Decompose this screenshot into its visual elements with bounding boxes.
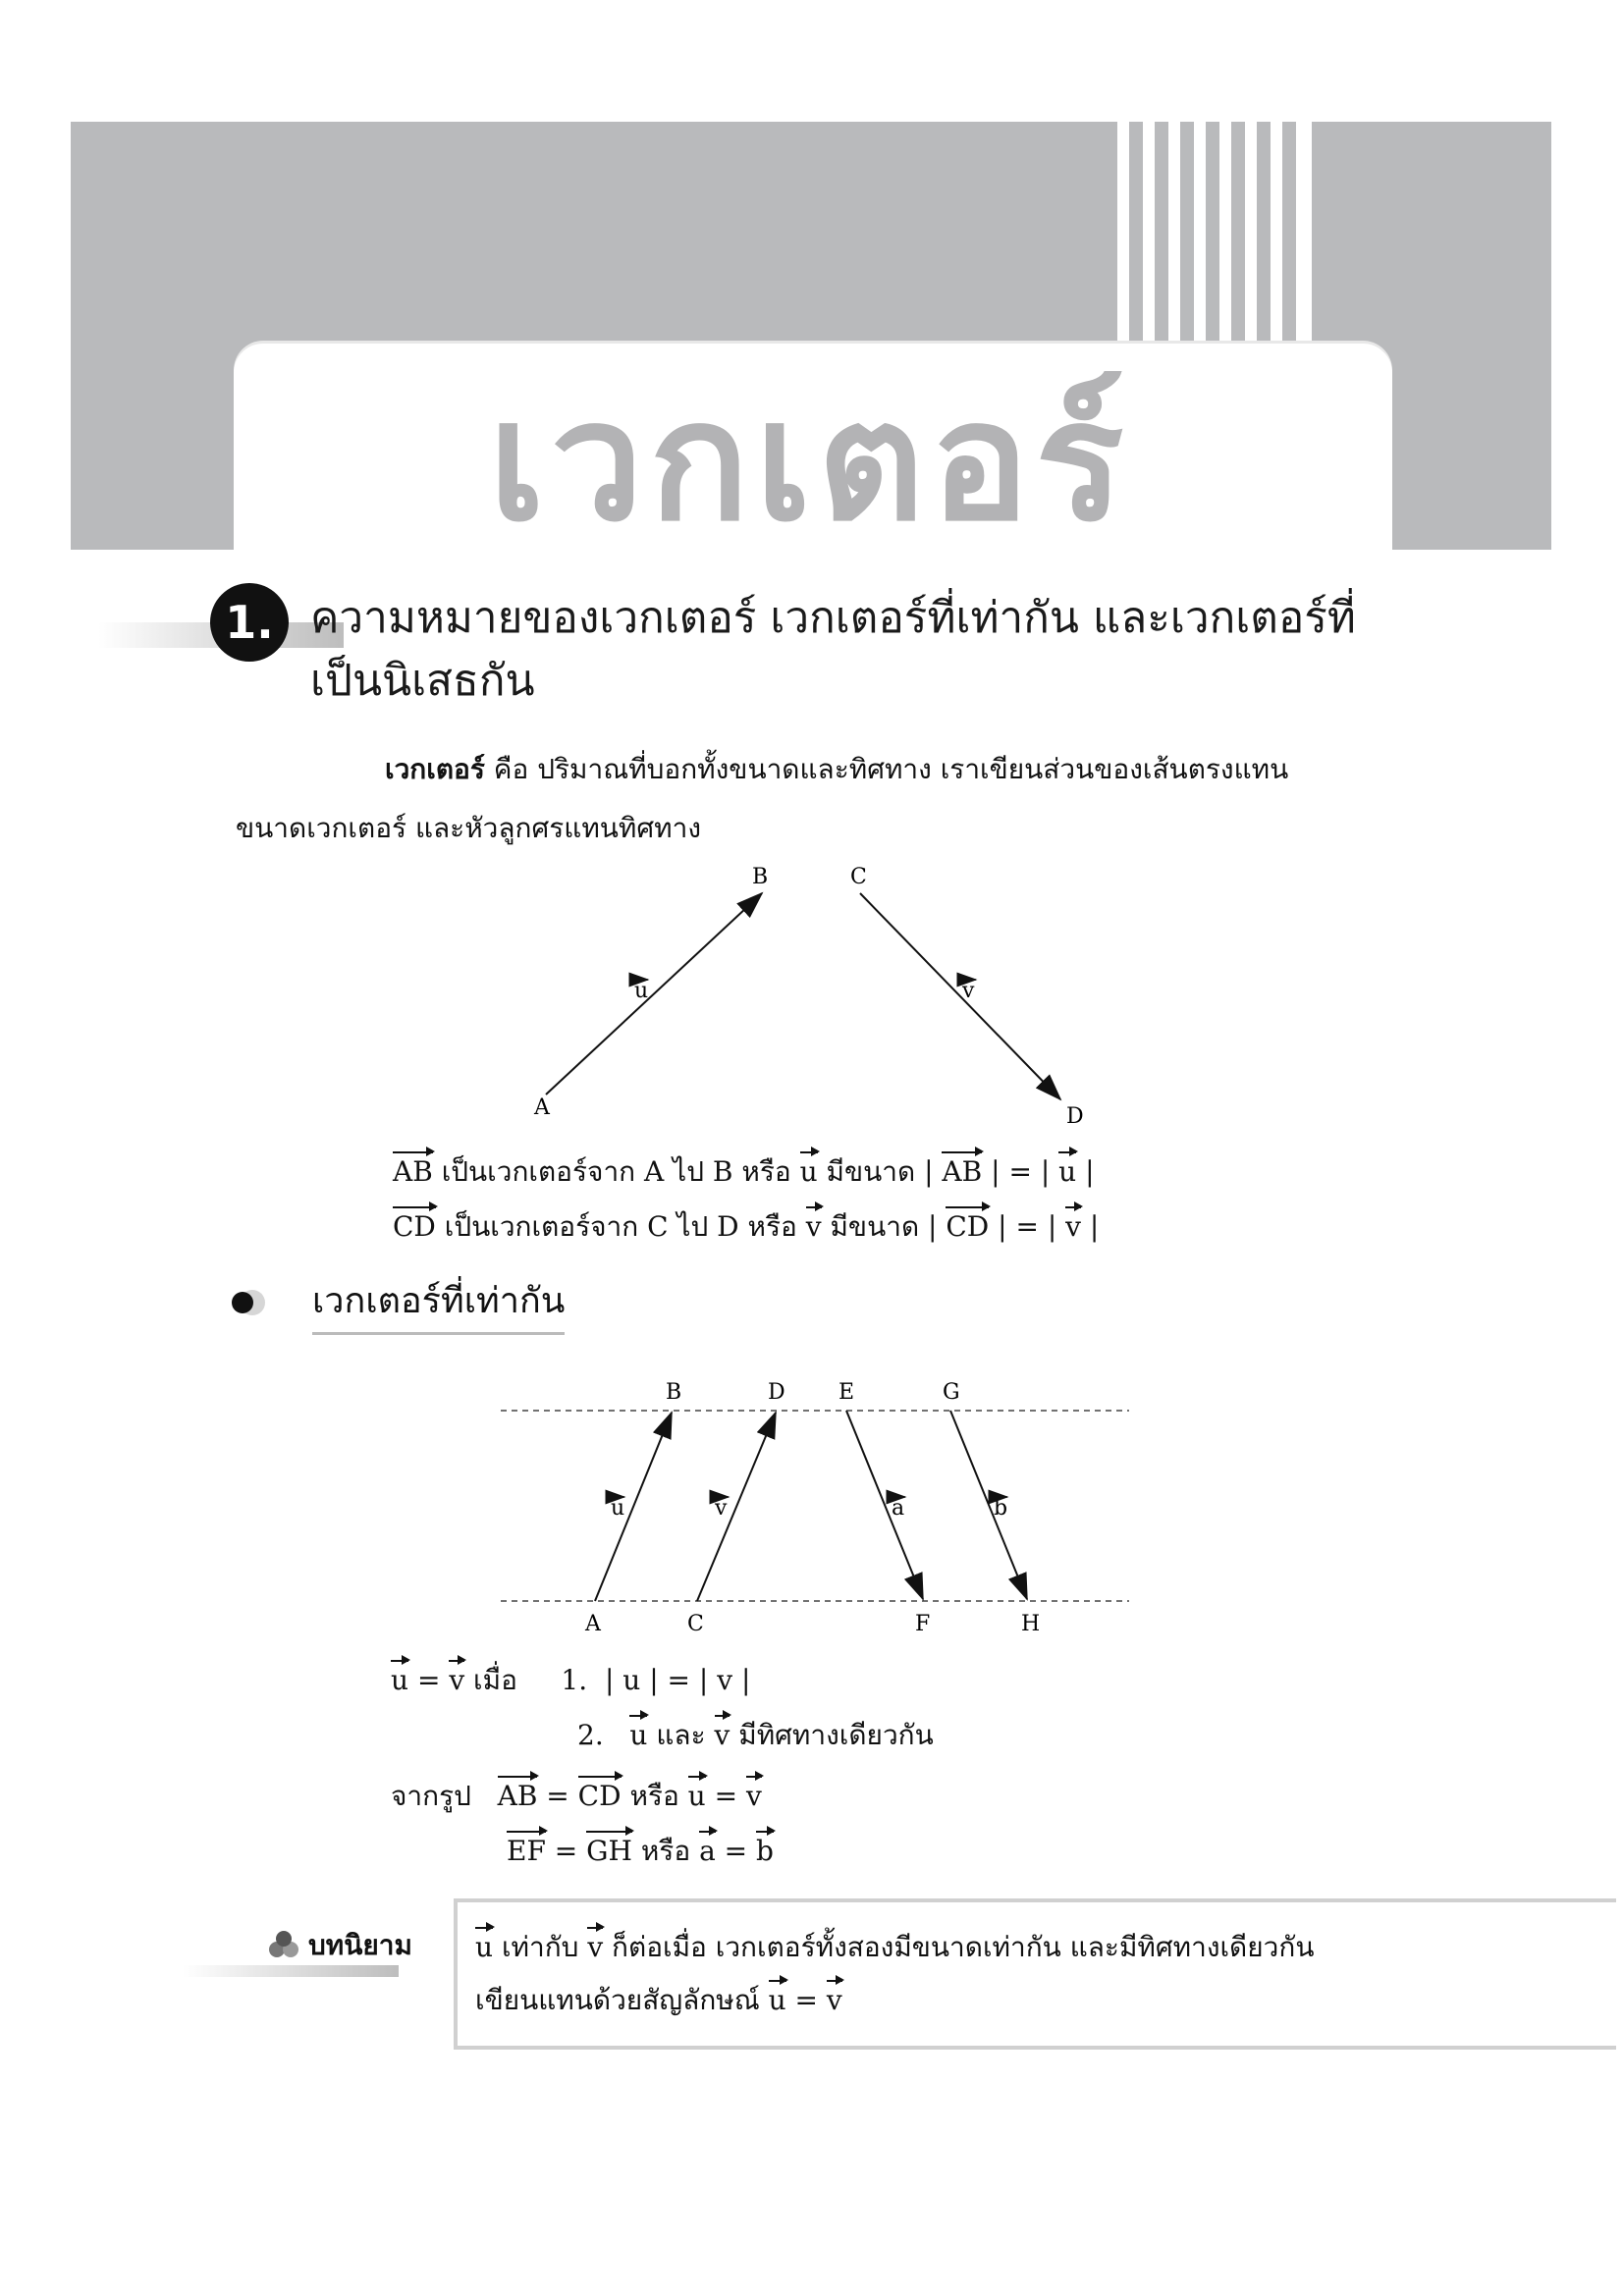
- vector-v: [697, 1413, 776, 1601]
- bullet-icon: [232, 1292, 253, 1313]
- point-a: A: [585, 1612, 601, 1636]
- point-g: G: [943, 1380, 960, 1405]
- description-row-ab: AB เป็นเวกเตอร์จาก A ไป B หรือ u มีขนาด | AB | = | u |: [393, 1155, 1095, 1188]
- section-title: ความหมายของเวกเตอร์ เวกเตอร์ที่เท่ากัน และเวกเตอร์ที่เป็นนิเสธกัน: [310, 593, 1356, 706]
- point-f: F: [915, 1612, 931, 1636]
- page-title: เวกเตอร์: [488, 365, 1130, 558]
- point-d-label: D: [1066, 1104, 1084, 1129]
- vector-u: [595, 1413, 672, 1601]
- point-a-label: A: [534, 1095, 550, 1120]
- point-c-label: C: [850, 865, 867, 889]
- vector-b: [950, 1411, 1027, 1599]
- definition-line-2: เขียนแทนด้วยสัญลักษณ์ u = v: [475, 1984, 842, 2016]
- definition-line-1: u เท่ากับ v ก็ต่อเมื่อ เวกเตอร์ทั้งสองมีขนาดเท่ากัน และมีทิศทางเดียวกัน: [475, 1931, 1315, 1963]
- paragraph-text-1: คือ ปริมาณที่บอกทั้งขนาดและทิศทาง เราเขียนส่วนของเส้นตรงแทน: [484, 753, 1289, 785]
- label-v: v: [715, 1496, 728, 1521]
- figure-equal-vectors: [491, 1369, 1139, 1644]
- description-row-cd: CD เป็นเวกเตอร์จาก C ไป D หรือ v มีขนาด | CD | = | v |: [393, 1210, 1100, 1243]
- keyword: เวกเตอร์: [385, 753, 485, 785]
- vector-ab: [546, 893, 762, 1095]
- definition-label: บทนิยาม: [308, 1929, 412, 1961]
- from-figure-row-1: จากรูป AB = CD หรือ u = v: [391, 1780, 762, 1812]
- vector-u-label: u: [634, 979, 649, 1003]
- header-stripes: [1117, 122, 1312, 353]
- section-number: 1.: [210, 583, 289, 662]
- equal-condition-2: 2. u และ v มีทิศทางเดียวกัน: [577, 1719, 934, 1751]
- point-b: B: [666, 1380, 682, 1405]
- vector-cd: [860, 893, 1060, 1099]
- equal-condition-1: u = v เมื่อ 1. | u | = | v |: [391, 1664, 751, 1696]
- point-h: H: [1021, 1612, 1041, 1636]
- label-b: b: [994, 1496, 1008, 1521]
- point-c: C: [687, 1612, 704, 1636]
- label-a: a: [892, 1496, 905, 1521]
- molecule-icon: [267, 1930, 300, 1959]
- from-figure-row-2: EF = GH หรือ a = b: [507, 1835, 774, 1867]
- point-b-label: B: [752, 865, 769, 889]
- vector-a: [846, 1411, 923, 1599]
- definition-box: [454, 1898, 1616, 2050]
- paragraph-line-1: [385, 748, 1426, 791]
- label-u: u: [611, 1496, 625, 1521]
- point-d: D: [768, 1380, 785, 1405]
- paragraph-line-2: ขนาดเวกเตอร์ และหัวลูกศรแทนทิศทาง: [236, 812, 702, 844]
- figure-vectors-ab-cd: [511, 864, 1139, 1129]
- subsection-title: เวกเตอร์ที่เท่ากัน: [312, 1272, 565, 1335]
- vector-v-label: v: [962, 979, 975, 1003]
- point-e: E: [839, 1380, 855, 1405]
